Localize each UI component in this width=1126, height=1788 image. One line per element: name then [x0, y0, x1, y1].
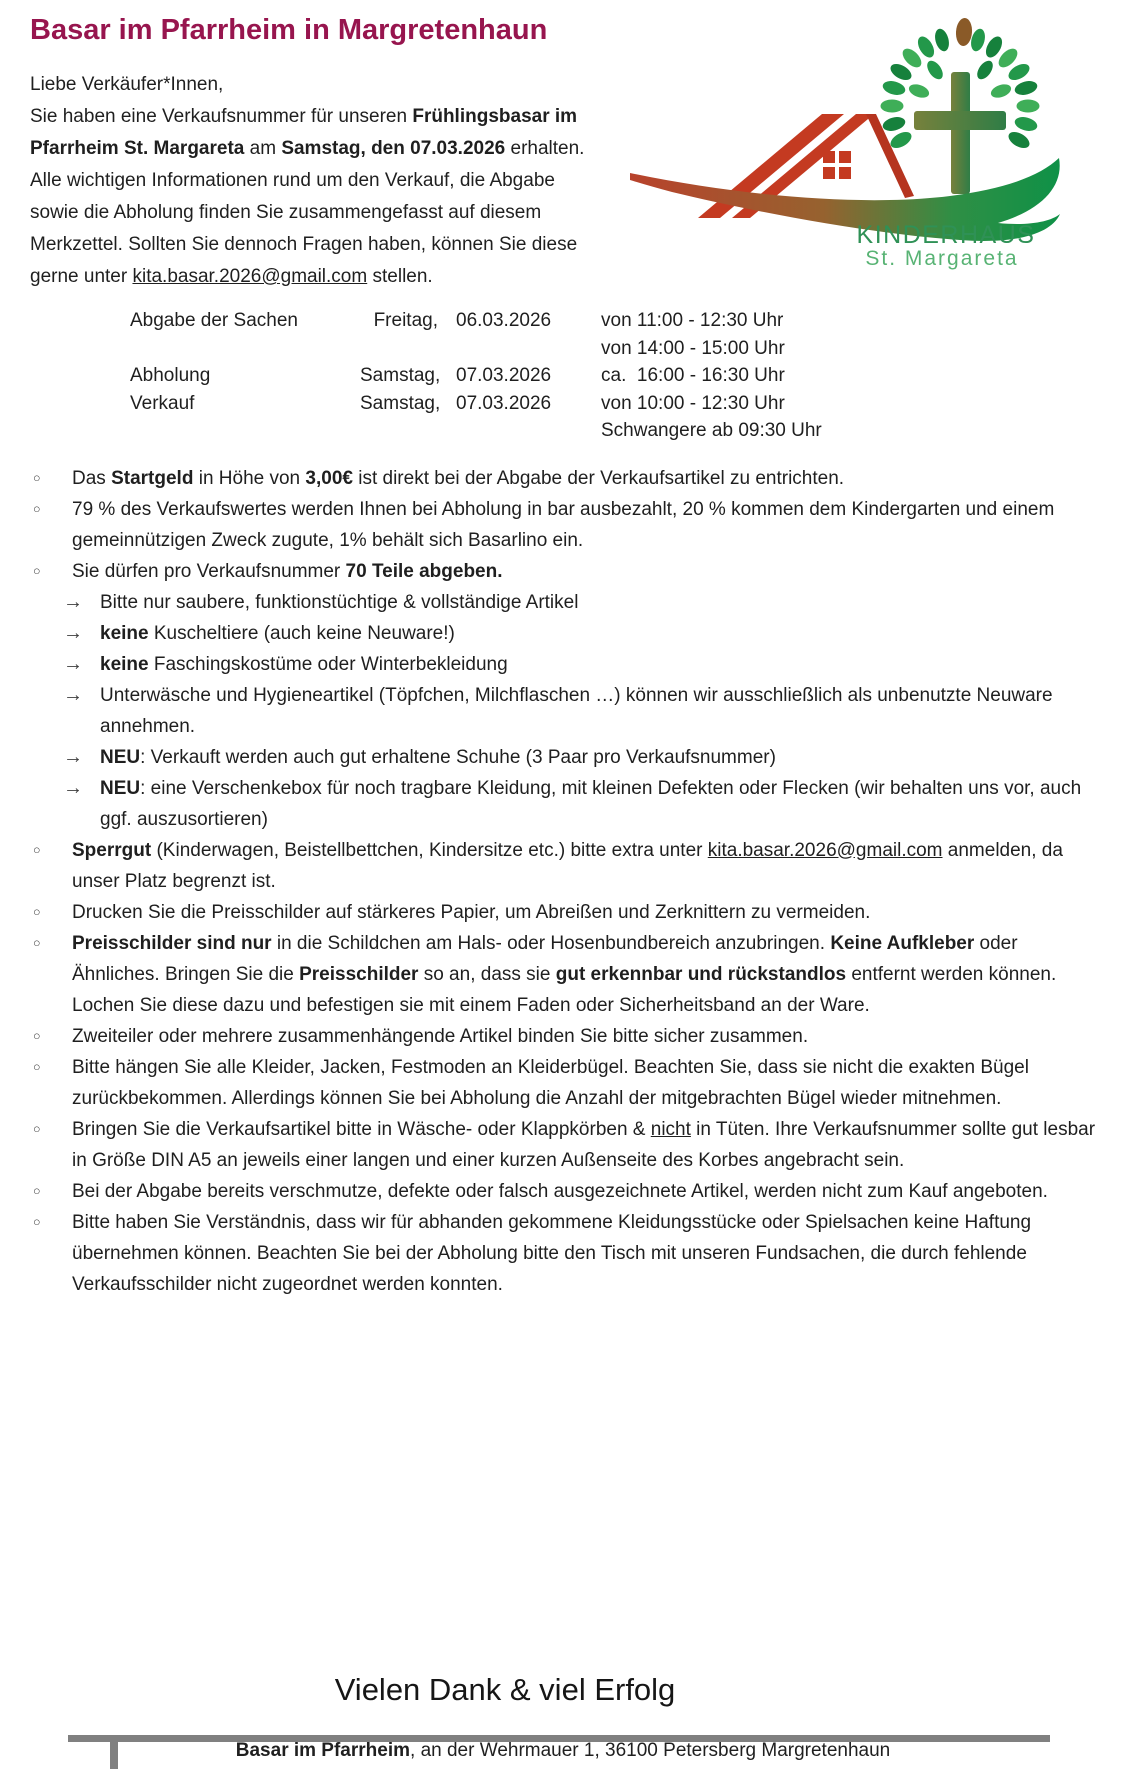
text-segment: Drucken Sie die Preisschilder auf stärkeres Papier, um Abreißen und Zerknittern zu vermeiden. [72, 901, 871, 923]
text-segment: : Verkauft werden auch gut erhaltene Schuhe (3 Paar pro Verkaufsnummer) [140, 746, 776, 768]
schedule-time: von 14:00 - 15:00 Uhr [601, 337, 785, 359]
text-segment: keine [100, 653, 149, 675]
arrow-bullet-icon: → [63, 621, 83, 644]
schedule-times [601, 362, 1126, 390]
text-segment: Bringen Sie die Verkaufsartikel bitte in Wäsche- oder Klappkörben & [72, 1118, 651, 1140]
text-segment: Preisschilder sind nur [72, 932, 272, 954]
schedule-date: 07.03.2026 [456, 365, 552, 386]
list-item [63, 742, 1100, 773]
text-segment: so an, dass sie [418, 963, 556, 985]
rule-text [72, 897, 1100, 928]
rule-text [72, 1021, 1100, 1052]
list-item [63, 649, 1100, 680]
text-segment: 3,00€ [305, 467, 353, 489]
text-segment: Zweiteiler oder mehrere zusammenhängende Artikel binden Sie bitte sicher zusammen. [72, 1025, 809, 1047]
text-segment: 70 Teile abgeben. [345, 560, 503, 582]
rule-text [100, 680, 1100, 742]
text-segment: NEU [100, 777, 141, 799]
text-segment: Unterwäsche und Hygieneartikel (Töpfchen, Milchflaschen …) können wir ausschließlich als unbenutzte Neuware annehmen. [100, 684, 1053, 737]
text-segment: , an der Wehrmauer 1, 36100 Petersberg Margretenhaun [410, 1740, 891, 1761]
circle-bullet-icon: ○ [33, 1214, 41, 1229]
schedule-times [601, 307, 1126, 362]
list-item [30, 1176, 1100, 1207]
text-segment: ist direkt bei der Abgabe der Verkaufsartikel zu entrichten. [352, 467, 845, 489]
text-segment: NEU [100, 746, 141, 768]
list-item [30, 463, 1100, 494]
text-segment: 79 % des Verkaufswertes werden Ihnen bei Abholung in bar ausbezahlt, 20 % kommen dem Kindergarten und einem gemeinnützigen Zweck zugute, 1% behält sich Basarlino ein. [72, 498, 1055, 551]
text-segment: Kuscheltiere (auch keine Neuware!) [148, 622, 455, 644]
schedule-time: von 11:00 - 12:30 Uhr [601, 310, 784, 331]
schedule-date: 07.03.2026 [456, 392, 552, 414]
rule-text [72, 928, 1100, 1021]
schedule-label: Abgabe der Sachen [130, 310, 298, 331]
text-segment: keine [100, 622, 149, 644]
text-segment: in die Schildchen am Hals- oder Hosenbundbereich anzubringen. [271, 932, 831, 954]
kinderhaus-logo [630, 8, 1060, 270]
email-link[interactable]: kita.basar.2026@gmail.com [132, 266, 368, 287]
circle-bullet-icon: ○ [33, 1183, 41, 1198]
list-item [63, 680, 1100, 742]
logo-text-st-margareta: St. Margareta [865, 247, 1019, 270]
rule-text [72, 1052, 1100, 1114]
schedule [130, 307, 1126, 445]
list-item [30, 1207, 1100, 1300]
circle-bullet-icon: ○ [33, 1028, 41, 1043]
schedule-times [601, 390, 1126, 445]
text-segment: Bitte haben Sie Verständnis, dass wir für abhanden gekommene Kleidungsstücke oder Spielsachen keine Haftung übernehmen können. Beachten Sie bei der Abholung bitte den Tisch mit unseren Fundsachen, die durch fehlende Verkaufsschilder nicht zugeordnet werden konnten. [72, 1211, 1032, 1295]
arrow-bullet-icon: → [63, 776, 83, 799]
text-segment: Sperrgut [72, 839, 152, 861]
rule-text [100, 649, 1100, 680]
rules-list [0, 463, 1126, 1300]
text-segment: Sie dürfen pro Verkaufsnummer [72, 560, 346, 582]
closing-line: Vielen Dank & viel Erfolg [334, 1672, 676, 1707]
rule-text [72, 494, 1100, 556]
footer-address [0, 1740, 1126, 1762]
text-segment: Das [72, 467, 112, 489]
text-segment: Keine Aufkleber [830, 932, 975, 954]
rule-text [100, 742, 1100, 773]
schedule-row [130, 390, 1126, 445]
logo-text-kinderhaus: KINDERHAUS [856, 221, 1036, 249]
rule-text [72, 835, 1100, 897]
brown-leaf-icon [955, 17, 973, 46]
schedule-time: Schwangere ab 09:30 Uhr [601, 420, 822, 441]
text-segment: entfernt werden können. Lochen Sie diese dazu und befestigen sie mit einem Faden oder Sicherheitsband an der Ware. [72, 963, 1057, 1016]
rule-text [72, 463, 1100, 494]
list-item [30, 835, 1100, 897]
list-item [30, 494, 1100, 556]
schedule-time: ca. 16:00 - 16:30 Uhr [601, 365, 785, 386]
circle-bullet-icon: ○ [33, 563, 41, 578]
schedule-label: Verkauf [130, 392, 195, 414]
text-segment: Bitte hängen Sie alle Kleider, Jacken, Festmoden an Kleiderbügel. Beachten Sie, dass sie nicht die exakten Bügel zurückbekommen. Allerdings können Sie bei Abholung die Anzahl der mitgebrachten Bügel wieder mitnehmen. [72, 1056, 1029, 1109]
circle-bullet-icon: ○ [33, 1059, 41, 1074]
text-segment: Startgeld [111, 467, 194, 489]
list-item [63, 618, 1100, 649]
text-segment: am [244, 138, 282, 159]
schedule-date: 06.03.2026 [456, 310, 552, 331]
list-item [30, 556, 1100, 587]
schedule-time: von 10:00 - 12:30 Uhr [601, 392, 785, 414]
schedule-day: Samstag, [360, 392, 441, 414]
text-segment: gut erkennbar und rückstandlos [555, 963, 847, 985]
text-segment: erhalten. Alle wichtigen Informationen rund um den Verkauf, die Abgabe sowie die Abholung finden Sie zusammengefasst auf diesem Merkzettel. Sollten Sie dennoch Fragen haben, können Sie diese gerne unter [30, 138, 585, 287]
list-item [30, 1114, 1100, 1176]
text-segment: in Höhe von [193, 467, 306, 489]
text-segment: (Kinderwagen, Beistellbettchen, Kindersitze etc.) bitte extra unter [151, 839, 708, 861]
list-item [30, 1052, 1100, 1114]
intro-section [30, 69, 590, 293]
intro-paragraph [30, 101, 590, 293]
arrow-bullet-icon: → [63, 590, 83, 613]
list-item [30, 1021, 1100, 1052]
text-segment: anmelden, da unser Platz begrenzt ist. [72, 839, 1063, 892]
text-segment: Bitte nur saubere, funktionstüchtige & vollständige Artikel [100, 591, 579, 613]
schedule-row [130, 307, 1126, 362]
circle-bullet-icon: ○ [33, 904, 41, 919]
schedule-day: Samstag, [360, 365, 441, 386]
rule-text [100, 618, 1100, 649]
text-segment: : eine Verschenkebox für noch tragbare Kleidung, mit kleinen Defekten oder Flecken (wir behalten uns vor, auch ggf. auszusortieren) [100, 777, 1082, 830]
text-segment: Samstag, den 07.03.2026 [281, 138, 506, 159]
rule-text [72, 1176, 1100, 1207]
circle-bullet-icon: ○ [33, 842, 41, 857]
email-link[interactable]: kita.basar.2026@gmail.com [707, 839, 943, 861]
text-segment: Basar im Pfarrheim [235, 1740, 411, 1761]
circle-bullet-icon: ○ [33, 935, 41, 950]
arrow-bullet-icon: → [63, 683, 83, 706]
list-item [30, 928, 1100, 1021]
schedule-row [130, 362, 1126, 390]
text-segment: Faschingskostüme oder Winterbekleidung [148, 653, 508, 675]
rule-text [72, 1207, 1100, 1300]
arrow-bullet-icon: → [63, 745, 83, 768]
schedule-label: Abholung [130, 365, 211, 386]
text-segment: Sie haben eine Verkaufsnummer für unseren [30, 106, 413, 127]
circle-bullet-icon: ○ [33, 501, 41, 516]
text-segment: oder Ähnliches. Bringen Sie die [72, 932, 1018, 985]
text-segment: Preisschilder [299, 963, 419, 985]
text-segment: Frühlingsbasar im Pfarrheim St. Margareta [30, 106, 578, 159]
rule-text [100, 587, 1100, 618]
circle-bullet-icon: ○ [33, 1121, 41, 1136]
text-segment: stellen. [367, 266, 433, 287]
circle-bullet-icon: ○ [33, 470, 41, 485]
text-segment: nicht [650, 1118, 691, 1140]
list-item [63, 587, 1100, 618]
page-title: Basar im Pfarrheim in Margretenhaun [30, 14, 548, 46]
rule-text [72, 1114, 1100, 1176]
arrow-bullet-icon: → [63, 652, 83, 675]
text-segment: Bei der Abgabe bereits verschmutze, defekte oder falsch ausgezeichnete Artikel, werden nicht zum Kauf angeboten. [72, 1180, 1048, 1202]
text-segment: in Tüten. Ihre Verkaufsnummer sollte gut lesbar in Größe DIN A5 an jeweils einer langen und einer kurzen Außenseite des Korbes angebracht sein. [72, 1118, 1096, 1171]
list-item [30, 897, 1100, 928]
window-icon [823, 151, 851, 179]
list-item [63, 773, 1100, 835]
salutation: Liebe Verkäufer*Innen, [30, 74, 224, 95]
rule-text [100, 773, 1100, 835]
rule-text [72, 556, 1100, 587]
schedule-day: Freitag, [373, 310, 438, 331]
